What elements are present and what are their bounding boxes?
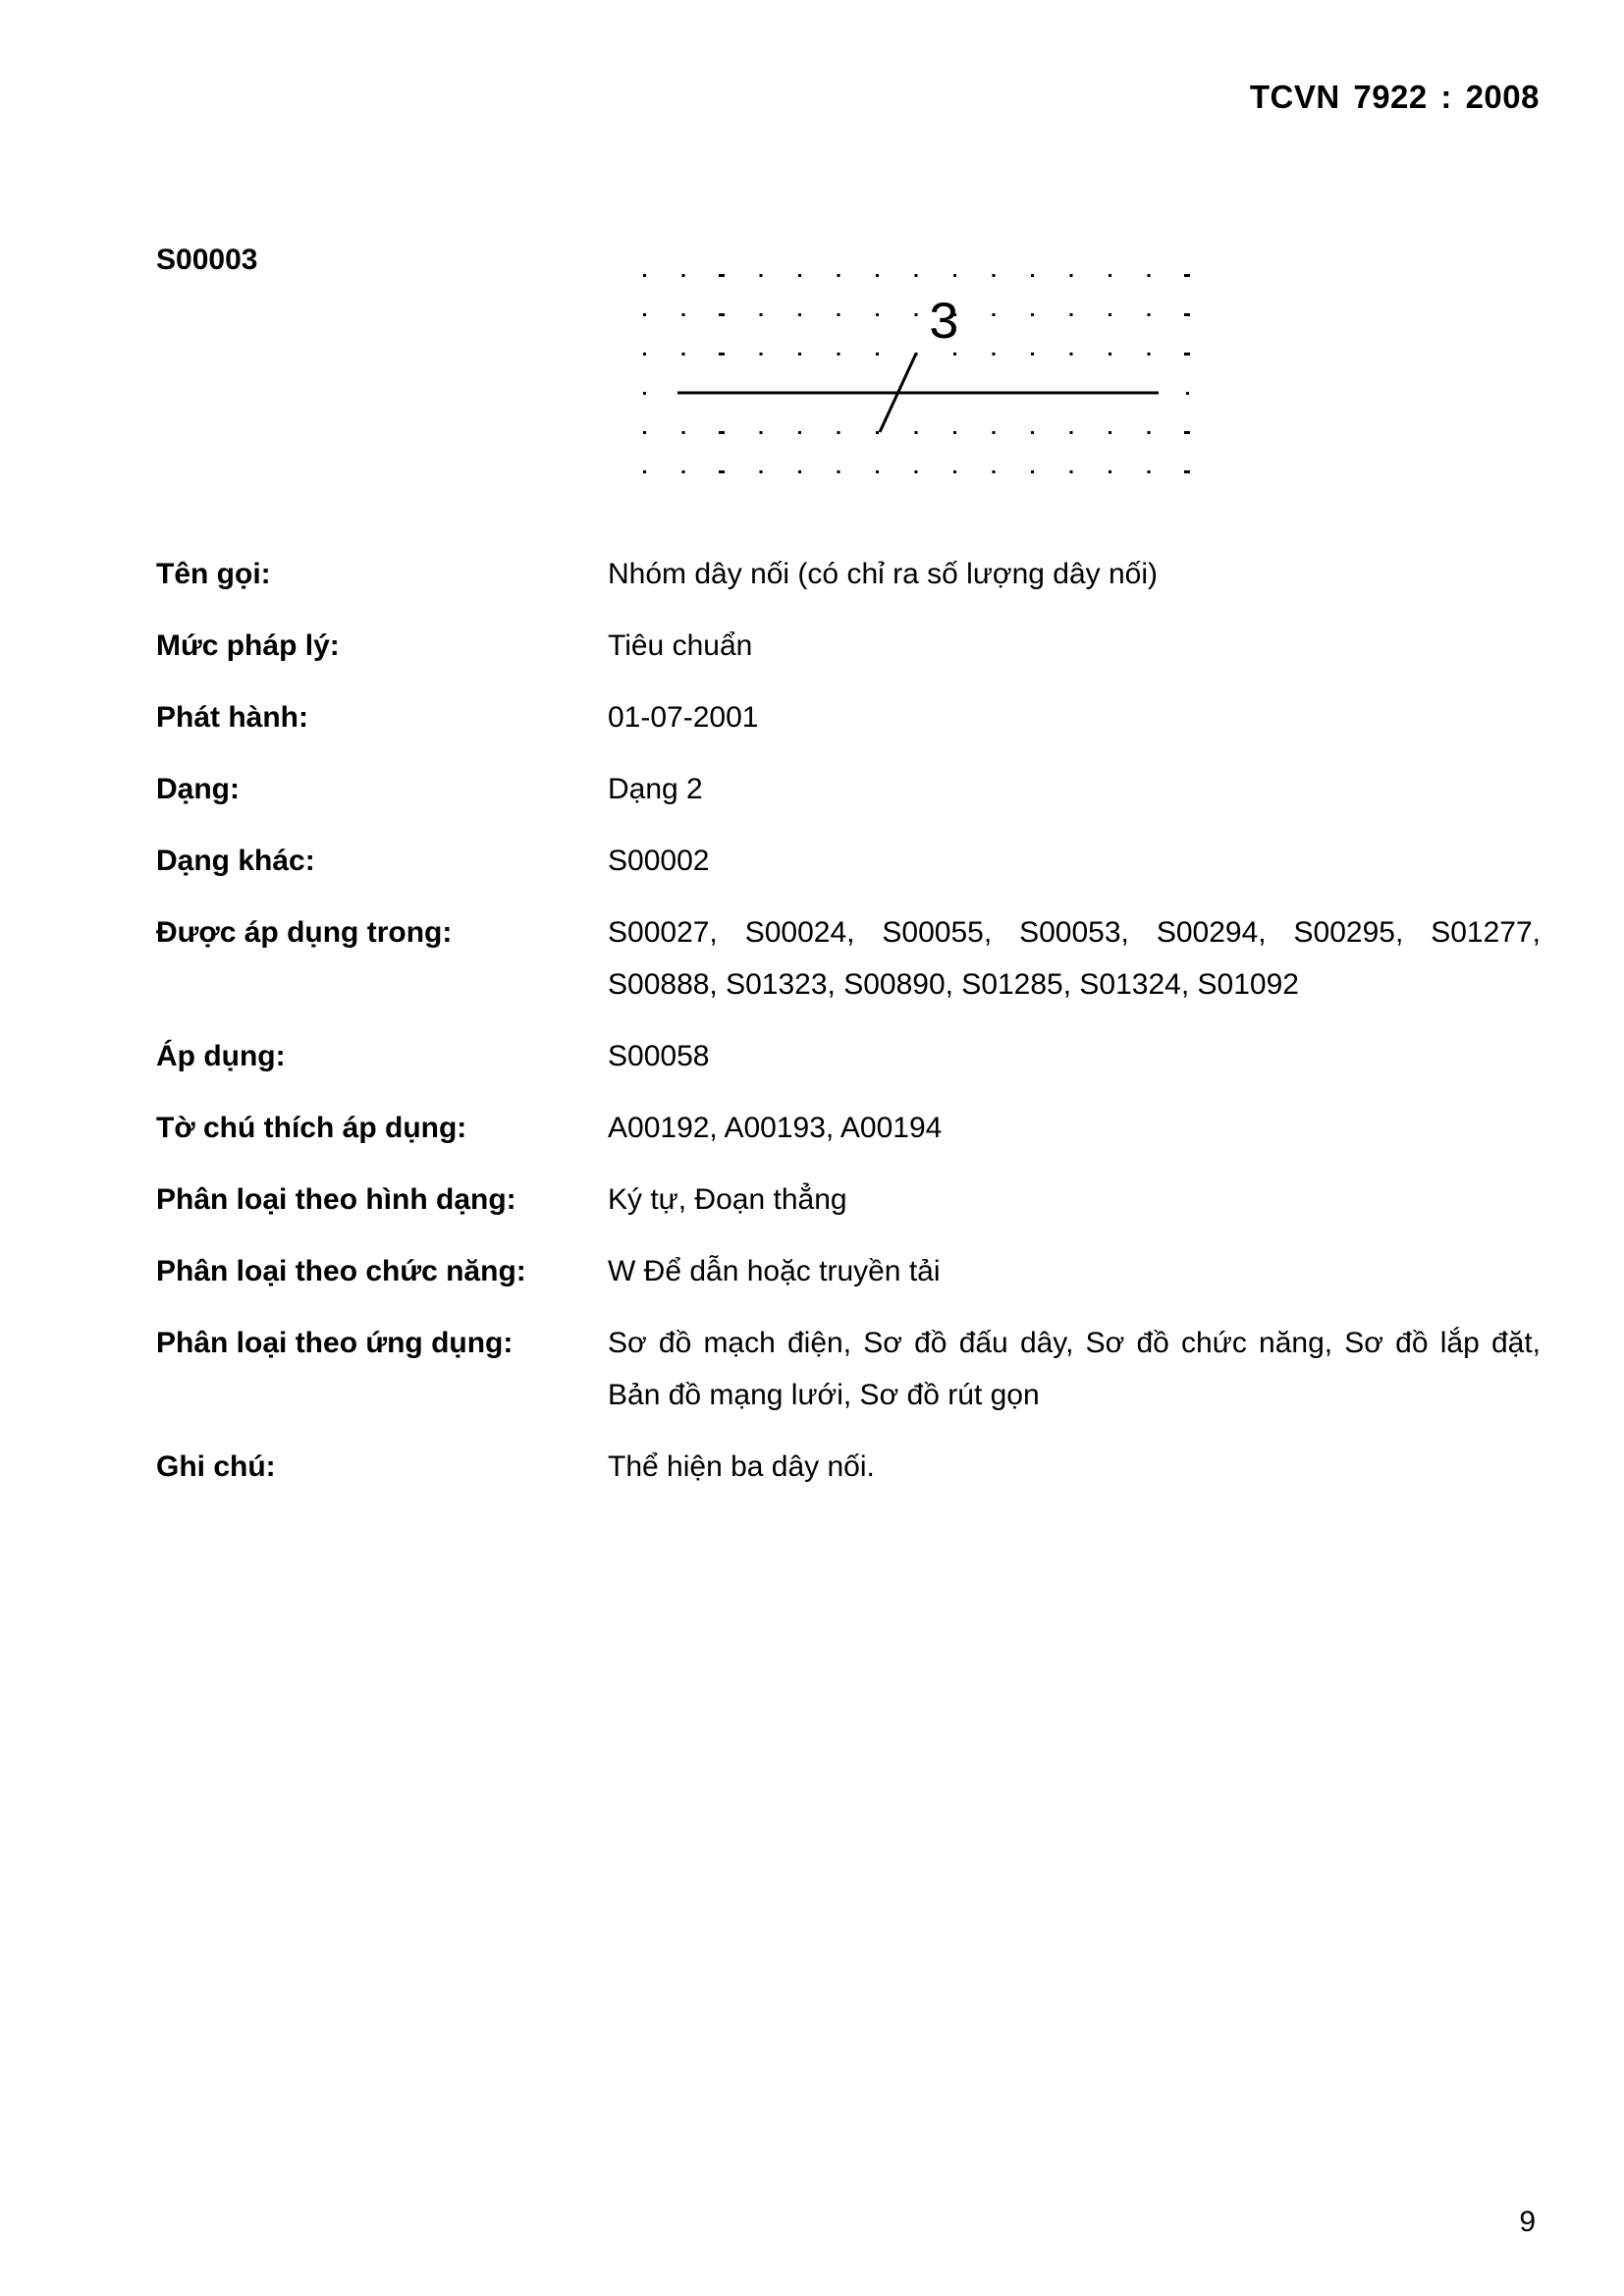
grid-dot — [682, 470, 685, 473]
grid-dot — [719, 353, 725, 355]
grid-dot — [1148, 274, 1151, 277]
field-value: Thể hiện ba dây nối. — [608, 1450, 875, 1483]
grid-dot — [643, 392, 646, 395]
grid-dot — [643, 274, 646, 277]
field-value: 01-07-2001 — [608, 701, 759, 734]
grid-dot — [760, 431, 763, 434]
grid-dot — [876, 274, 879, 277]
grid-dot — [682, 353, 685, 355]
grid-dot — [1109, 274, 1111, 277]
page-number: 9 — [1519, 2206, 1536, 2238]
grid-dot — [915, 470, 918, 473]
grid-dot — [1031, 313, 1034, 316]
grid-dot — [643, 313, 646, 316]
grid-dots — [643, 274, 1190, 473]
field-row-other-form — [156, 835, 1541, 887]
grid-dot — [719, 313, 725, 316]
grid-dot — [1109, 470, 1111, 473]
grid-dot — [643, 353, 646, 355]
grid-dot — [876, 470, 879, 473]
field-label: Ghi chú: — [156, 1450, 276, 1483]
field-value: S00058 — [608, 1040, 710, 1072]
grid-dot — [643, 431, 646, 434]
field-label: Dạng khác: — [156, 845, 315, 877]
grid-dot — [798, 313, 801, 316]
grid-dot — [798, 431, 801, 434]
grid-dot — [1184, 274, 1190, 277]
grid-dot — [953, 470, 956, 473]
grid-dot — [838, 313, 840, 316]
grid-dot — [682, 313, 685, 316]
standard-header: TCVN 7922 : 2008 — [1249, 79, 1540, 115]
grid-dot — [1070, 431, 1073, 434]
grid-dot — [1148, 313, 1151, 316]
grid-dot — [1109, 313, 1111, 316]
field-row-application-class — [156, 1317, 1541, 1421]
grid-dot — [1184, 431, 1190, 434]
grid-dot — [719, 274, 725, 277]
grid-dot — [798, 353, 801, 355]
field-label: Phân loại theo hình dạng: — [156, 1183, 516, 1216]
grid-dot — [1031, 274, 1034, 277]
grid-dot — [682, 431, 685, 434]
grid-dot — [1070, 470, 1073, 473]
field-value: Dạng 2 — [608, 773, 703, 805]
field-label: Dạng: — [156, 773, 240, 805]
grid-dot — [1070, 313, 1073, 316]
field-label: Phân loại theo chức năng: — [156, 1255, 526, 1287]
field-value: Nhóm dây nối (có chỉ ra số lượng dây nối) — [608, 558, 1159, 590]
field-value: W Để dẫn hoặc truyền tải — [608, 1255, 941, 1287]
wire-count-label: 3 — [928, 295, 960, 355]
field-value: Tiêu chuẩn — [608, 629, 753, 662]
grid-dot — [838, 353, 840, 355]
grid-dot — [1148, 353, 1151, 355]
grid-dot — [876, 313, 879, 316]
grid-dot — [1186, 392, 1189, 395]
grid-dot — [953, 274, 956, 277]
grid-dot — [1070, 274, 1073, 277]
field-row-form — [156, 763, 1541, 815]
grid-dot — [1109, 353, 1111, 355]
grid-dot — [682, 274, 685, 277]
grid-dot — [760, 274, 763, 277]
grid-dot — [915, 313, 918, 316]
field-row-legal-level — [156, 620, 1541, 672]
grid-dot — [993, 353, 996, 355]
symbol-attributes — [156, 548, 1541, 1493]
field-value: S00002 — [608, 845, 710, 877]
grid-dot — [1184, 470, 1190, 473]
field-row-note — [156, 1441, 1541, 1493]
field-label: Mức pháp lý: — [156, 629, 340, 662]
grid-dot — [838, 431, 840, 434]
field-value: Sơ đồ mạch điện, Sơ đồ đấu dây, Sơ đồ chức năng, Sơ đồ lắp đặt, Bản đồ mạng lưới, Sơ đồ rút gọn — [608, 1327, 1541, 1411]
grid-dot — [838, 470, 840, 473]
field-label: Phân loại theo ứng dụng: — [156, 1327, 514, 1359]
grid-dot — [760, 313, 763, 316]
grid-dot — [993, 431, 996, 434]
grid-dot — [1031, 470, 1034, 473]
field-row-applies — [156, 1030, 1541, 1082]
grid-dot — [953, 431, 956, 434]
field-label: Tên gọi: — [156, 558, 271, 590]
grid-dot — [798, 274, 801, 277]
grid-dot — [915, 431, 918, 434]
grid-dot — [719, 470, 725, 473]
field-row-annotation-sheets — [156, 1102, 1541, 1154]
grid-dot — [798, 470, 801, 473]
grid-dot — [1109, 431, 1111, 434]
field-value: A00192, A00193, A00194 — [608, 1112, 943, 1144]
grid-dot — [838, 274, 840, 277]
field-label: Tờ chú thích áp dụng: — [156, 1112, 467, 1144]
grid-dot — [1031, 431, 1034, 434]
multi-wire-bundle-symbol — [628, 257, 1208, 483]
symbol-id: S00003 — [156, 244, 258, 276]
field-label: Áp dụng: — [156, 1040, 286, 1072]
field-row-name — [156, 548, 1541, 600]
grid-dot — [719, 431, 725, 434]
grid-dot — [876, 431, 879, 434]
grid-dot — [1070, 353, 1073, 355]
field-label: Phát hành: — [156, 701, 308, 734]
grid-dot — [993, 313, 996, 316]
field-row-function-class — [156, 1245, 1541, 1297]
grid-dot — [993, 274, 996, 277]
grid-dot — [993, 470, 996, 473]
field-row-applied-in — [156, 906, 1541, 1011]
field-row-issued — [156, 691, 1541, 743]
grid-dot — [760, 353, 763, 355]
grid-dot — [1148, 431, 1151, 434]
grid-dot — [760, 470, 763, 473]
field-row-shape-class — [156, 1174, 1541, 1226]
grid-dot — [1031, 353, 1034, 355]
grid-dot — [1184, 353, 1190, 355]
grid-dot — [643, 470, 646, 473]
field-label: Được áp dụng trong: — [156, 916, 453, 949]
field-value: S00027, S00024, S00055, S00053, S00294, S00295, S01277, S00888, S01323, S00890, S01285, S01324, S01092 — [608, 916, 1541, 1001]
grid-dot — [1148, 470, 1151, 473]
field-value: Ký tự, Đoạn thẳng — [608, 1183, 847, 1216]
grid-dot — [915, 274, 918, 277]
grid-dot — [876, 353, 879, 355]
grid-dot — [1184, 313, 1190, 316]
